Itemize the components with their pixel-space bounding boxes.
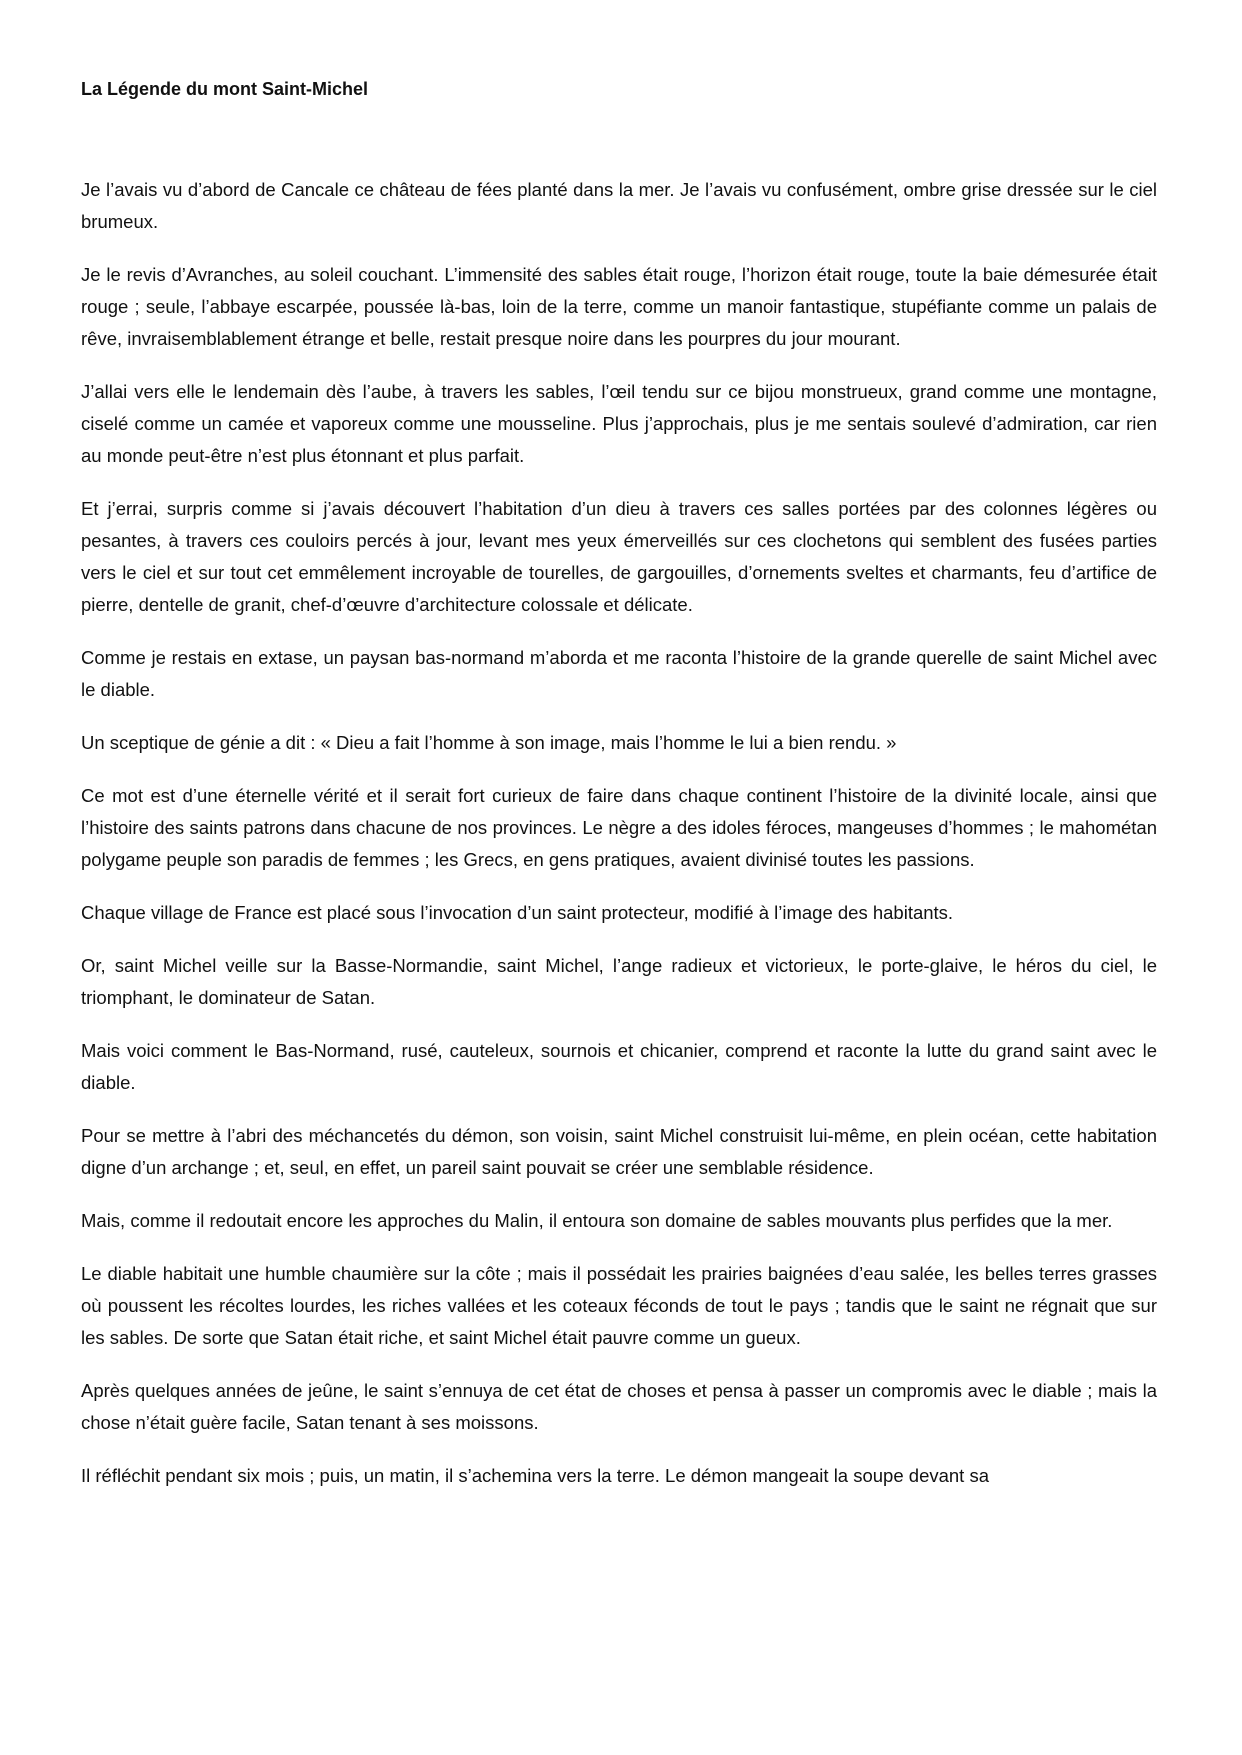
paragraph: Un sceptique de génie a dit : « Dieu a fait l’homme à son image, mais l’homme le lui a bien rendu. » bbox=[81, 732, 897, 753]
paragraph: Il réfléchit pendant six mois ; puis, un matin, il s’achemina vers la terre. Le démon mangeait la soupe devant sa bbox=[81, 1465, 989, 1486]
paragraph: Après quelques années de jeûne, le saint s’ennuya de cet état de choses et pensa à passer un compromis avec le diable ; mais la chose n’était guère facile, Satan tenant à ses moissons. bbox=[81, 1380, 1157, 1433]
document-page bbox=[81, 78, 1157, 1513]
paragraph: Or, saint Michel veille sur la Basse-Normandie, saint Michel, l’ange radieux et victorieux, le porte-glaive, le héros du ciel, le triomphant, le dominateur de Satan. bbox=[81, 955, 1157, 1008]
paragraph: Chaque village de France est placé sous l’invocation d’un saint protecteur, modifié à l’image des habitants. bbox=[81, 902, 954, 923]
paragraph: Mais voici comment le Bas-Normand, rusé, cauteleux, sournois et chicanier, comprend et raconte la lutte du grand saint avec le diable. bbox=[81, 1040, 1157, 1093]
paragraph: J’allai vers elle le lendemain dès l’aube, à travers les sables, l’œil tendu sur ce bijou monstrueux, grand comme une montagne, ciselé comme un camée et vaporeux comme une mousseline. Plus j’approchais, plus je me sentais soulevé d’admiration, car rien au monde peut-être n’est plus étonnant et plus parfait. bbox=[81, 381, 1157, 466]
paragraph: Mais, comme il redoutait encore les approches du Malin, il entoura son domaine de sables mouvants plus perfides que la mer. bbox=[81, 1210, 1113, 1231]
paragraph: Je le revis d’Avranches, au soleil couchant. L’immensité des sables était rouge, l’horizon était rouge, toute la baie démesurée était rouge ; seule, l’abbaye escarpée, poussée là-bas, loin de la terre, comme un manoir fantastique, stupéfiante comme un palais de rêve, invraisemblablement étrange et belle, restait presque noire dans les pourpres du jour mourant. bbox=[81, 264, 1157, 349]
paragraph: Ce mot est d’une éternelle vérité et il serait fort curieux de faire dans chaque continent l’histoire de la divinité locale, ainsi que l’histoire des saints patrons dans chacune de nos provinces. Le nègre a des idoles féroces, mangeuses d’hommes ; le mahométan polygame peuple son paradis de femmes ; les Grecs, en gens pratiques, avaient divinisé toutes les passions. bbox=[81, 785, 1157, 870]
paragraph: Et j’errai, surpris comme si j’avais découvert l’habitation d’un dieu à travers ces salles portées par des colonnes légères ou pesantes, à travers ces couloirs percés à jour, levant mes yeux émerveillés sur ces clochetons qui semblent des fusées parties vers le ciel et sur tout cet emmêlement incroyable de tourelles, de gargouilles, d’ornements sveltes et charmants, feu d’artifice de pierre, dentelle de granit, chef-d’œuvre d’architecture colossale et délicate. bbox=[81, 498, 1157, 615]
paragraph: Comme je restais en extase, un paysan bas-normand m’aborda et me raconta l’histoire de la grande querelle de saint Michel avec le diable. bbox=[81, 647, 1157, 700]
paragraph: Pour se mettre à l’abri des méchancetés du démon, son voisin, saint Michel construisit lui-même, en plein océan, cette habitation digne d’un archange ; et, seul, en effet, un pareil saint pouvait se créer une semblable résidence. bbox=[81, 1125, 1157, 1178]
paragraph: Le diable habitait une humble chaumière sur la côte ; mais il possédait les prairies baignées d’eau salée, les belles terres grasses où poussent les récoltes lourdes, les riches vallées et les coteaux féconds de tout le pays ; tandis que le saint ne régnait que sur les sables. De sorte que Satan était riche, et saint Michel était pauvre comme un gueux. bbox=[81, 1263, 1157, 1348]
paragraph: Je l’avais vu d’abord de Cancale ce château de fées planté dans la mer. Je l’avais vu confusément, ombre grise dressée sur le ciel brumeux. bbox=[81, 179, 1157, 232]
document-title: La Légende du mont Saint-Michel bbox=[81, 79, 369, 99]
